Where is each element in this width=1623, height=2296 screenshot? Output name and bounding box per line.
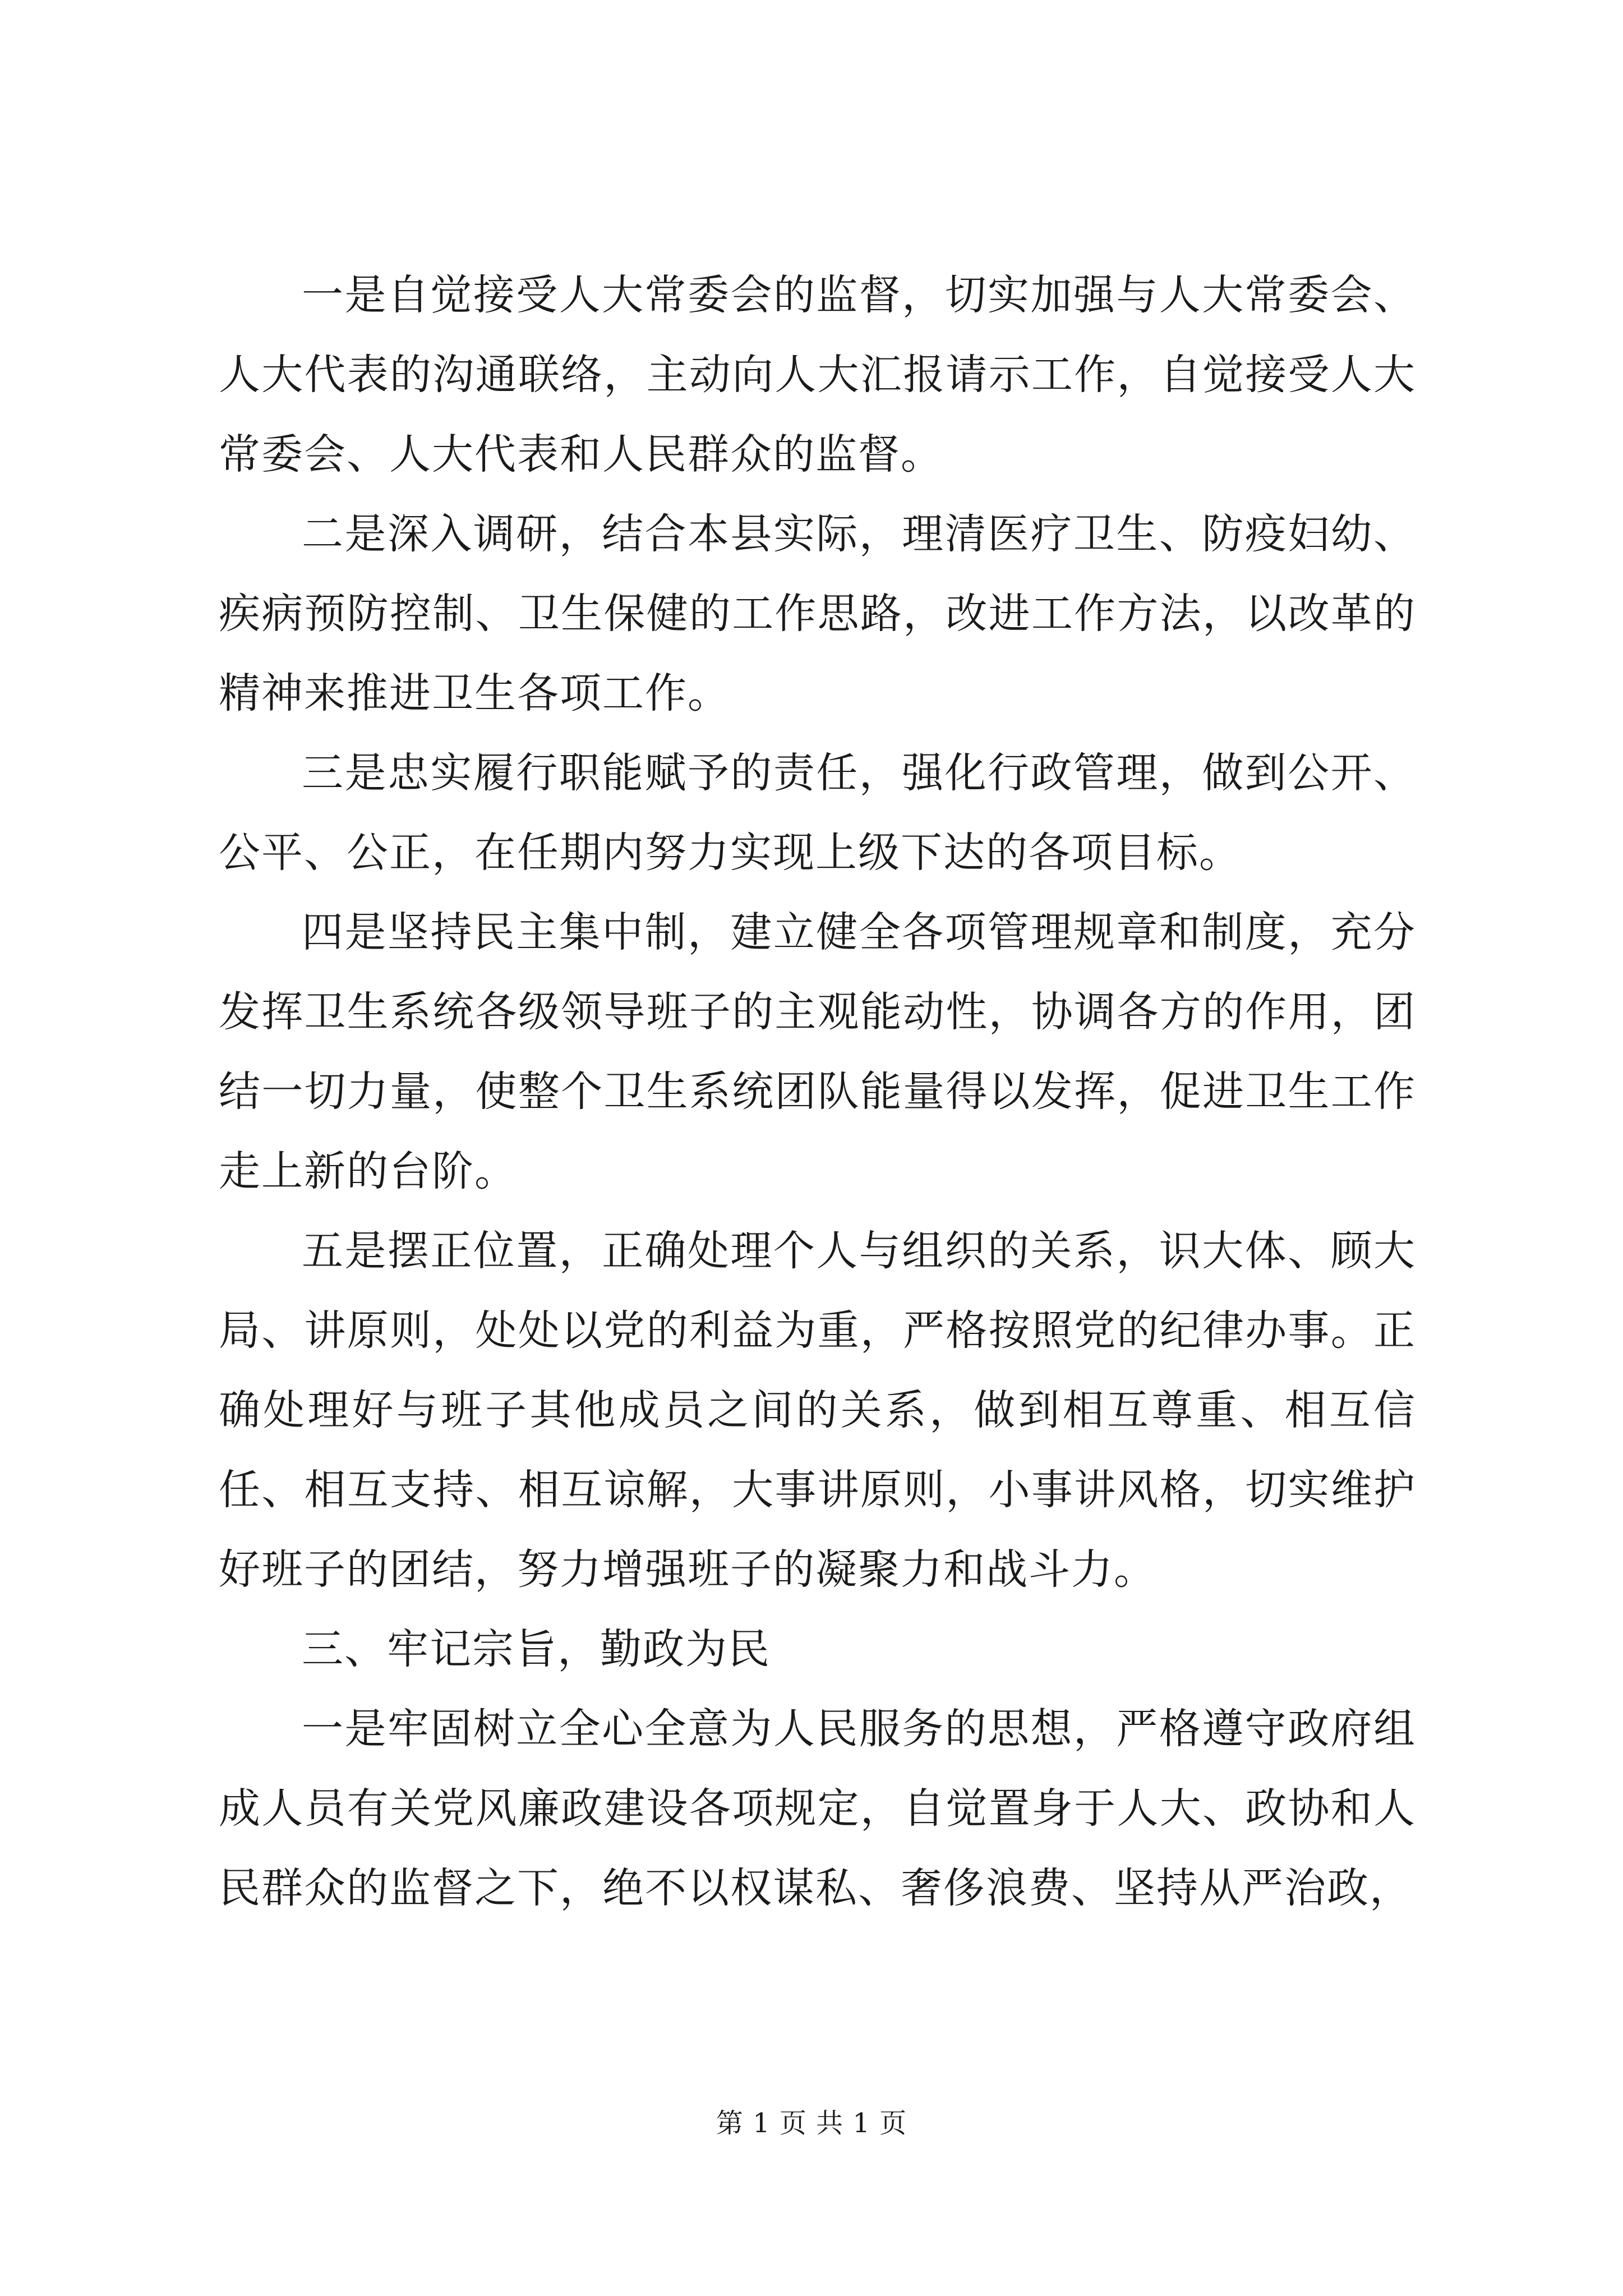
section-heading: 三、牢记宗旨，勤政为民 xyxy=(302,1625,771,1673)
paragraph-democratic-centralism: 四是坚持民主集中制，建立健全各项管理规章和制度，充分发挥卫生系统各级领导班子的主观能动性，协调各方的作用，团结一切力量，使整个卫生系统团队能量得以发挥，促进卫生工作走上新的台阶。 xyxy=(219,908,1416,1195)
paragraph-duties: 三是忠实履行职能赋予的责任，强化行政管理，做到公开、公平、公正，在任期内努力实现上级下达的各项目标。 xyxy=(219,749,1416,877)
paragraph-research: 二是深入调研，结合本县实际，理清医疗卫生、防疫妇幼、疾病预防控制、卫生保健的工作思路，改进工作方法，以改革的精神来推进卫生各项工作。 xyxy=(219,510,1416,717)
paragraph-position: 五是摆正位置，正确处理个人与组织的关系，识大体、顾大局、讲原则，处处以党的利益为重，严格按照党的纪律办事。正确处理好与班子其他成员之间的关系，做到相互尊重、相互信任、相互支持、相互谅解，大事讲原则，小事讲风格，切实维护好班子的团结，努力增强班子的凝聚力和战斗力。 xyxy=(219,1227,1416,1594)
document-body xyxy=(219,255,1416,1928)
page-number-footer: 第 1 页 共 1 页 xyxy=(716,2108,907,2139)
paragraph-supervision: 一是自觉接受人大常委会的监督，切实加强与人大常委会、人大代表的沟通联络，主动向人大汇报请示工作，自觉接受人大常委会、人大代表和人民群众的监督。 xyxy=(219,271,1416,478)
paragraph-service: 一是牢固树立全心全意为人民服务的思想，严格遵守政府组成人员有关党风廉政建设各项规定，自觉置身于人大、政协和人民群众的监督之下，绝不以权谋私、奢侈浪费、坚持从严治政， xyxy=(219,1705,1416,1912)
